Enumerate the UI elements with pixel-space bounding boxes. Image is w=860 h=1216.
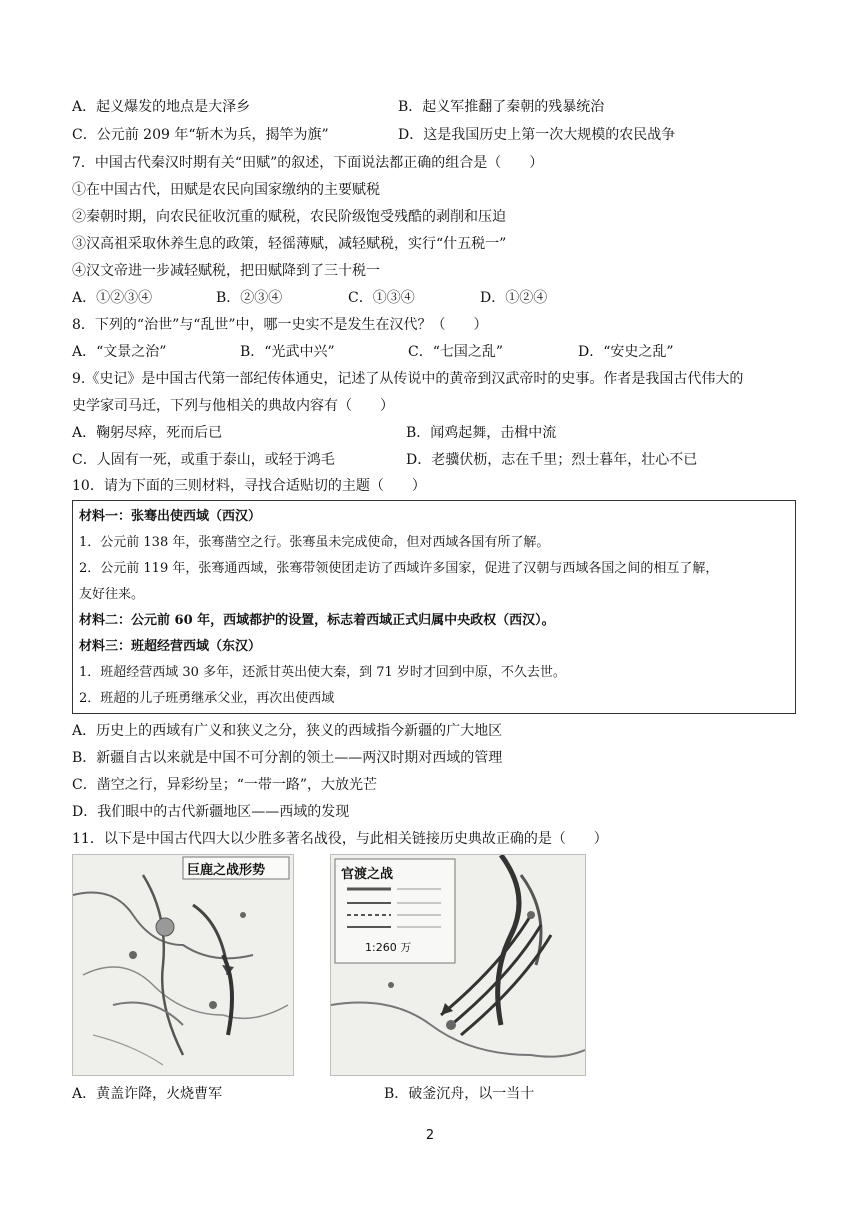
q6-option-d: D．这是我国历史上第一次大规模的农民战争 bbox=[398, 127, 676, 143]
q7-statement-1: ①在中国古代，田赋是农民向国家缴纳的主要赋税 bbox=[72, 182, 380, 198]
q9-option-a: A．鞠躬尽瘁，死而后已 bbox=[72, 425, 223, 441]
q6-option-c: C．公元前 209 年“斩木为兵，揭竿为旗” bbox=[72, 127, 329, 143]
q10-option-c: C．凿空之行，异彩纷呈；“一带一路”，大放光芒 bbox=[72, 777, 378, 793]
julu-battle-map bbox=[72, 854, 294, 1076]
material-1-point-2a: 2．公元前 119 年，张骞通西域，张骞带领使团走访了西域许多国家，促进了汉朝与西域各国之间的相互了解， bbox=[79, 561, 719, 576]
q7-option-c: C．①③④ bbox=[348, 290, 415, 306]
q10-option-d: D．我们眼中的古代新疆地区——西域的发现 bbox=[72, 804, 350, 820]
q6-option-b: B．起义军推翻了秦朝的残暴统治 bbox=[398, 99, 605, 115]
q10-option-b: B．新疆自古以来就是中国不可分割的领土——两汉时期对西域的管理 bbox=[72, 750, 503, 766]
q7-option-b: B．②③④ bbox=[216, 290, 283, 306]
q9-stem-line-2: 史学家司马迁，下列与他相关的典故内容有（ ） bbox=[72, 398, 394, 414]
guandu-map-title: 官渡之战 bbox=[341, 867, 394, 882]
guandu-map-drawing bbox=[331, 855, 585, 1075]
q10-material-box bbox=[72, 500, 796, 714]
q8-option-b: B．“光武中兴” bbox=[240, 344, 335, 360]
q7-option-a: A．①②③④ bbox=[72, 290, 153, 306]
q7-statement-3: ③汉高祖采取休养生息的政策，轻徭薄赋，减轻赋税，实行“什五税一” bbox=[72, 236, 507, 252]
page-number: 2 bbox=[425, 1128, 435, 1143]
material-2: 材料二：公元前 60 年，西域都护的设置，标志着西域正式归属中央政权（西汉）。 bbox=[79, 613, 555, 628]
q9-stem-line-1: 9.《史记》是中国古代第一部纪传体通史，记述了从传说中的黄帝到汉武帝时的史事。作者是我国古代伟大的 bbox=[72, 371, 744, 387]
q6-option-a: A．起义爆发的地点是大泽乡 bbox=[72, 99, 251, 115]
material-3-title: 材料三：班超经营西域（东汉） bbox=[79, 639, 262, 654]
guandu-battle-map bbox=[330, 854, 586, 1076]
q9-option-d: D．老骥伏枥，志在千里；烈士暮年，壮心不已 bbox=[406, 452, 698, 468]
material-1-point-1: 1．公元前 138 年，张骞凿空之行。张骞虽未完成使命，但对西域各国有所了解。 bbox=[79, 535, 550, 550]
julu-map-drawing bbox=[73, 855, 293, 1075]
q8-option-c: C．“七国之乱” bbox=[408, 344, 504, 360]
q7-statement-2: ②秦朝时期，向农民征收沉重的赋税，农民阶级饱受残酷的剥削和压迫 bbox=[72, 209, 506, 225]
material-1-title: 材料一：张骞出使西域（西汉） bbox=[79, 509, 262, 524]
q10-option-a: A．历史上的西域有广义和狭义之分，狭义的西域指今新疆的广大地区 bbox=[72, 723, 503, 739]
q7-stem: 7．中国古代秦汉时期有关“田赋”的叙述，下面说法都正确的组合是（ ） bbox=[72, 155, 544, 171]
q11-stem: 11．以下是中国古代四大以少胜多著名战役，与此相关链接历史典故正确的是（ ） bbox=[72, 831, 608, 847]
q9-option-b: B．闻鸡起舞，击楫中流 bbox=[406, 425, 557, 441]
q11-option-a: A．黄盖诈降，火烧曹军 bbox=[72, 1086, 223, 1102]
q7-option-d: D．①②④ bbox=[480, 290, 548, 306]
material-3-point-1: 1．班超经营西域 30 多年，还派甘英出使大秦，到 71 岁时才回到中原，不久去世。 bbox=[79, 665, 566, 680]
q11-option-b: B．破釜沉舟，以一当十 bbox=[384, 1086, 535, 1102]
guandu-map-scale: 1:260 万 bbox=[365, 941, 412, 954]
q9-option-c: C．人固有一死，或重于泰山，或轻于鸿毛 bbox=[72, 452, 335, 468]
material-3-point-2: 2．班超的儿子班勇继承父业，再次出使西域 bbox=[79, 691, 335, 706]
julu-map-title: 巨鹿之战形势 bbox=[187, 863, 266, 878]
material-1-point-2b: 友好往来。 bbox=[79, 587, 145, 602]
q7-statement-4: ④汉文帝进一步减轻赋税，把田赋降到了三十税一 bbox=[72, 263, 380, 279]
q8-option-d: D．“安史之乱” bbox=[578, 344, 674, 360]
q10-stem: 10．请为下面的三则材料，寻找合适贴切的主题（ ） bbox=[72, 478, 426, 494]
q8-stem: 8．下列的“治世”与“乱世”中，哪一史实不是发生在汉代？（ ） bbox=[72, 317, 488, 333]
q8-option-a: A．“文景之治” bbox=[72, 344, 167, 360]
